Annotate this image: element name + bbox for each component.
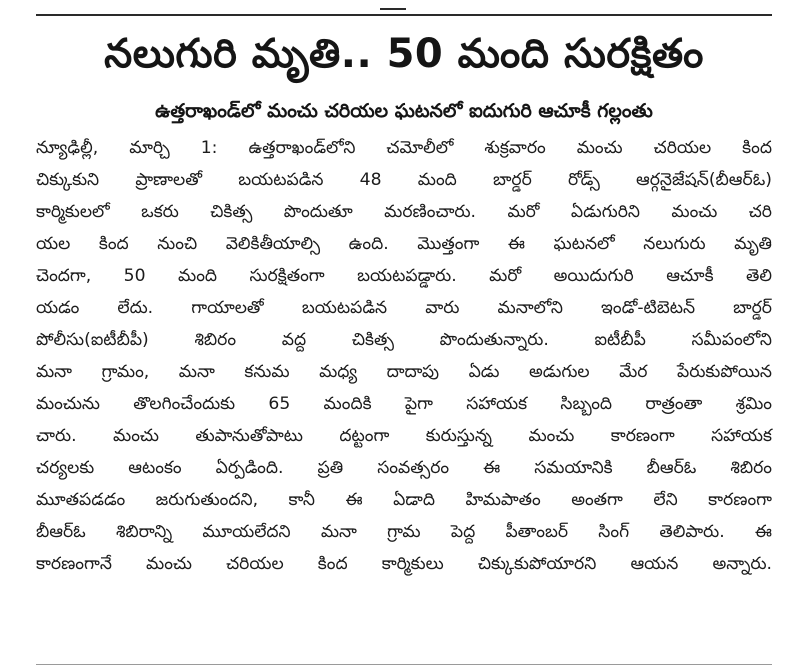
body-line: కార్మికులలో ఒకరు చికిత్స పొందుతూ మరణించారు. మరో ఏడుగురిని మంచు చరి <box>36 202 772 222</box>
body-line: యల కింద నుంచి వెలికితీయాల్సి ఉంది. మొత్తంగా ఈ ఘటనలో నలుగురు మృతి <box>36 234 772 254</box>
body-line: మూతపడడం జరుగుతుందని, కానీ ఈ ఏడాది హిమపాతం అంతగా లేని కారణంగా <box>36 490 772 510</box>
body-line: న్యూఢిల్లీ, మార్చి 1: ఉత్తరాఖండ్‌లోని చమోలీలో శుక్రవారం మంచు చరియల కింద <box>36 138 772 158</box>
subheadline: ఉత్తరాఖండ్‌లో మంచు చరియల ఘటనలో ఐదుగురి ఆచూకీ గల్లంతు <box>155 100 653 122</box>
body-line: పోలీసు(ఐటీబీపీ) శిబిరం వద్ద చికిత్స పొందుతున్నారు. ఐటీబీపీ సమీపంలోని <box>36 330 772 350</box>
body-line: కారణంగానే మంచు చరియల కింద కార్మికులు చిక్కుకుపోయారని ఆయన అన్నారు. <box>36 554 772 574</box>
top-rule <box>36 14 772 16</box>
bottom-rule <box>36 664 772 665</box>
body-line: చిక్కుకుని ప్రాణాలతో బయటపడిన 48 మంది బార్డర్ రోడ్స్ ఆర్గనైజేషన్(బీఆర్‌ఓ) <box>36 170 772 190</box>
body-line: మనా గ్రామం, మనా కనుమ మధ్య దాదాపు ఏడు అడుగుల మేర పేరుకుపోయిన <box>36 362 772 382</box>
body-line: యడం లేదు. గాయాలతో బయటపడిన వారు మనాలోని ఇండో-టిబెటన్ బార్డర్ <box>36 298 772 318</box>
article-body <box>36 132 772 580</box>
headline: నలుగురి మృతి.. 50 మంది సురక్షితం <box>104 31 704 77</box>
top-rule-mark <box>380 2 406 10</box>
body-line: బీఆర్‌ఓ శిబిరాన్ని మూయలేదని మనా గ్రామ పెద్ద పీతాంబర్ సింగ్ తెలిపారు. ఈ <box>36 522 772 542</box>
body-line: చారు. మంచు తుపానుతోపాటు దట్టంగా కురుస్తున్న మంచు కారణంగా సహాయక <box>36 426 772 446</box>
body-line: చర్యలకు ఆటంకం ఏర్పడింది. ప్రతి సంవత్సరం ఈ సమయానికి బీఆర్‌ఓ శిబిరం <box>36 458 772 478</box>
body-line: చెందగా, 50 మంది సురక్షితంగా బయటపడ్డారు. మరో అయిదుగురి ఆచూకీ తెలి <box>36 266 772 286</box>
body-line: మంచును తొలగించేందుకు 65 మందికి పైగా సహాయక సిబ్బంది రాత్రంతా శ్రమిం <box>36 394 772 414</box>
